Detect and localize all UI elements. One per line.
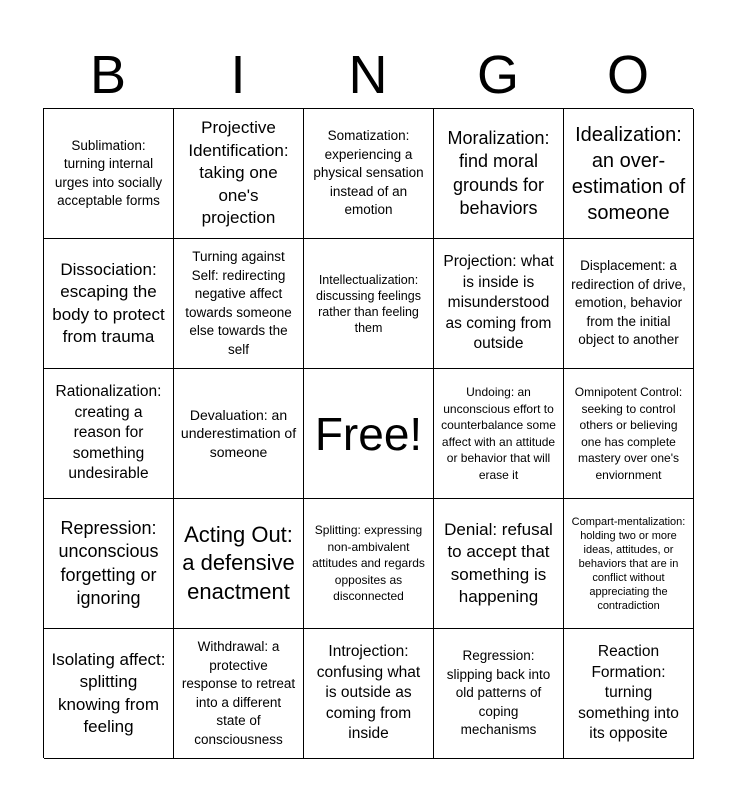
cell-text: Turning against Self: redirecting negative affect towards someone else towards the self bbox=[185, 249, 292, 357]
cell-text: Omnipotent Control: seeking to control others or believing one has complete mastery over one's enviornment bbox=[574, 385, 683, 482]
cell-text: Repression: unconscious forgetting or ignoring bbox=[58, 517, 159, 608]
cell-text: Rationalization: creating a reason for something undesirable bbox=[55, 383, 162, 483]
cell-text: Compart-mentalization: holding two or more ideas, attitudes, or behaviors that are in conflict without appreciating the contradiction bbox=[571, 515, 686, 612]
bingo-grid bbox=[43, 108, 693, 758]
cell-text: Denial: refusal to accept that something is happening bbox=[444, 519, 553, 606]
cell-text: Dissociation: escaping the body to protect from trauma bbox=[52, 259, 165, 346]
bingo-cell bbox=[564, 629, 694, 759]
bingo-cell bbox=[304, 239, 434, 369]
bingo-cell bbox=[174, 629, 304, 759]
header-letter-n: N bbox=[348, 45, 388, 105]
cell-text: Idealization: an over-estimation of someone bbox=[571, 123, 686, 224]
header-letter-i: I bbox=[230, 45, 246, 105]
cell-text: Projective Identification: taking one one's projection bbox=[188, 118, 289, 228]
header-letter-g: G bbox=[476, 45, 519, 105]
bingo-cell bbox=[174, 239, 304, 369]
bingo-cell bbox=[434, 499, 564, 629]
cell-text: Acting Out: a defensive enactment bbox=[182, 521, 295, 604]
bingo-cell bbox=[174, 109, 304, 239]
bingo-cell bbox=[44, 499, 174, 629]
bingo-cell bbox=[44, 109, 174, 239]
cell-text: Intellectualization: discussing feelings rather than feeling them bbox=[316, 272, 421, 335]
bingo-cell bbox=[434, 369, 564, 499]
cell-text: Displacement: a redirection of drive, emotion, behavior from the initial object to another bbox=[571, 258, 686, 348]
cell-text: Splitting: expressing non-ambivalent attitudes and regards opposites as disconnected bbox=[312, 523, 425, 604]
bingo-cell bbox=[434, 629, 564, 759]
free-space bbox=[304, 369, 434, 499]
bingo-cell bbox=[564, 369, 694, 499]
bingo-cell bbox=[564, 109, 694, 239]
cell-text: Moralization: find moral grounds for behaviors bbox=[447, 127, 550, 218]
bingo-cell bbox=[304, 499, 434, 629]
cell-text: Introjection: confusing what is outside as coming from inside bbox=[316, 643, 421, 743]
header-letter-o: O bbox=[606, 45, 649, 105]
cell-text: Reaction Formation: turning something into its opposite bbox=[578, 643, 679, 743]
bingo-cell bbox=[174, 369, 304, 499]
cell-text: Undoing: an unconscious effort to counterbalance some affect with an attitude or behavior that will erase it bbox=[441, 385, 556, 482]
bingo-cell bbox=[564, 499, 694, 629]
cell-text: Regression: slipping back into old patterns of coping mechanisms bbox=[446, 648, 551, 738]
cell-text: Sublimation: turning internal urges into socially acceptable forms bbox=[54, 137, 163, 208]
bingo-cell bbox=[304, 109, 434, 239]
bingo-cell bbox=[44, 239, 174, 369]
cell-text: Withdrawal: a protective response to retreat into a different state of consciousness bbox=[181, 639, 296, 747]
cell-text: Somatization: experiencing a physical sensation instead of an emotion bbox=[313, 128, 424, 218]
bingo-header bbox=[43, 42, 693, 108]
free-space-label: Free! bbox=[314, 407, 423, 460]
bingo-cell bbox=[174, 499, 304, 629]
bingo-cell bbox=[434, 109, 564, 239]
header-letter-b: B bbox=[89, 45, 127, 105]
bingo-cell bbox=[44, 369, 174, 499]
bingo-cell bbox=[44, 629, 174, 759]
cell-text: Projection: what is inside is misunderstood as coming from outside bbox=[443, 253, 554, 353]
cell-text: Isolating affect: splitting knowing from feeling bbox=[51, 649, 166, 736]
bingo-cell bbox=[304, 629, 434, 759]
bingo-cell bbox=[434, 239, 564, 369]
bingo-cell bbox=[564, 239, 694, 369]
cell-text: Devaluation: an underestimation of someone bbox=[180, 406, 297, 460]
